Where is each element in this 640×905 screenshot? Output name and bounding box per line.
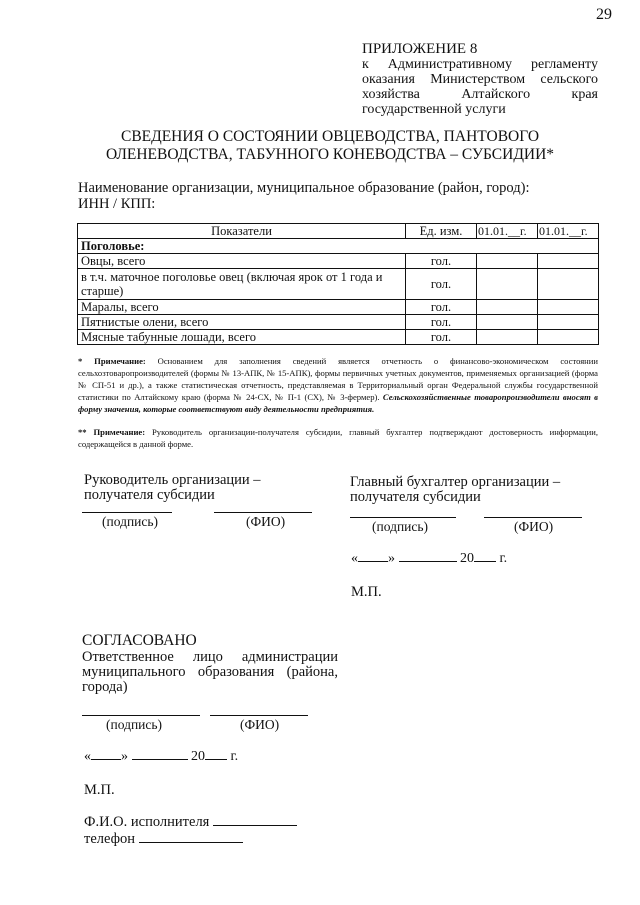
year-prefix: 20: [191, 749, 205, 764]
phone-field[interactable]: [139, 831, 243, 843]
table-section-row: [78, 239, 599, 254]
inn-kpp-label: ИНН / КПП:: [78, 196, 156, 212]
row-name: Овцы, всего: [78, 254, 406, 269]
value-cell[interactable]: [477, 315, 538, 330]
table-row: [78, 269, 599, 300]
date-month-blank[interactable]: [399, 551, 457, 562]
value-cell[interactable]: [538, 330, 599, 345]
year-suffix: г.: [230, 749, 239, 764]
row-name: Маралы, всего: [78, 300, 406, 315]
table-row: [78, 254, 599, 269]
phone-label: телефон: [84, 831, 136, 847]
head-fio-label: (ФИО): [246, 514, 286, 529]
head-sign-label: (подпись): [102, 514, 159, 529]
row-unit: гол.: [406, 300, 477, 315]
value-cell[interactable]: [538, 254, 599, 269]
appendix-block: [362, 42, 598, 117]
organization-label: Наименование организации, муниципальное образование (район, город):: [78, 180, 530, 196]
row-unit: гол.: [406, 315, 477, 330]
appendix-line: к Административному регламенту: [362, 57, 598, 72]
table-row: [78, 330, 599, 345]
appendix-line: оказания Министерством сельского: [362, 72, 598, 87]
header-unit: Ед. изм.: [406, 224, 477, 239]
approval-fio-line[interactable]: [210, 715, 308, 716]
header-date-2: 01.01.__г.: [538, 224, 599, 239]
value-cell[interactable]: [477, 254, 538, 269]
footnote-1-label: * Примечание:: [78, 356, 146, 366]
chief-title-line-2: получателя субсидии: [350, 489, 481, 505]
footnote-2-text: Руководитель организации-получателя субсидии, главный бухгалтер подтверждают достоверность информации, содержащейся в данной форме.: [78, 427, 598, 449]
row-unit: гол.: [406, 269, 477, 300]
indicators-table: [77, 223, 599, 345]
chief-fio-label: (ФИО): [514, 519, 554, 534]
agreed-heading: СОГЛАСОВАНО: [82, 632, 197, 649]
executor-row: [84, 814, 297, 831]
row-unit: гол.: [406, 254, 477, 269]
appendix-line: государственной услуги: [362, 102, 506, 117]
document-title: [60, 128, 600, 164]
chief-title-line-1: Главный бухгалтер организации –: [350, 474, 561, 490]
table-header-row: [78, 224, 599, 239]
date-quote-open: «: [351, 551, 358, 566]
head-title: [84, 473, 261, 503]
date-year-blank[interactable]: [474, 551, 496, 562]
footnote-2-label: ** Примечание:: [78, 427, 146, 437]
value-cell[interactable]: [538, 300, 599, 315]
value-cell[interactable]: [538, 269, 599, 300]
stamp-place: М.П.: [351, 584, 382, 600]
date-year-blank[interactable]: [205, 749, 227, 760]
header-date-1: 01.01.__г.: [477, 224, 538, 239]
head-signature-line[interactable]: [82, 512, 172, 513]
approval-sign-label: (подпись): [106, 717, 163, 732]
footnote-1: [78, 355, 598, 415]
approval-date: [84, 749, 238, 765]
executor-label: Ф.И.О. исполнителя: [84, 814, 210, 830]
date-day-blank[interactable]: [358, 551, 388, 562]
value-cell[interactable]: [477, 300, 538, 315]
title-line-2: ОЛЕНЕВОДСТВА, ТАБУННОГО КОНЕВОДСТВА – СУБСИДИИ*: [105, 146, 555, 163]
table-row: [78, 315, 599, 330]
footnote-1-italic: Сельскохозяйственные товаропроизводители вносят в форму значения, которые соответствуют виду деятельности предприятия.: [78, 392, 598, 414]
date-month-blank[interactable]: [132, 749, 188, 760]
signature-date: [351, 551, 507, 567]
approval-stamp-place: М.П.: [84, 782, 115, 798]
chief-sign-label: (подпись): [372, 519, 429, 534]
responsible-line: Ответственное лицо администрации: [82, 649, 338, 665]
value-cell[interactable]: [477, 269, 538, 300]
responsible-person: [82, 650, 338, 695]
chief-signature-line[interactable]: [350, 517, 456, 518]
year-suffix: г.: [499, 551, 508, 566]
chief-accountant-title: [350, 475, 560, 505]
date-day-blank[interactable]: [91, 749, 121, 760]
appendix-title: ПРИЛОЖЕНИЕ 8: [362, 41, 478, 57]
head-title-line-1: Руководитель организации –: [84, 472, 261, 488]
executor-field[interactable]: [213, 814, 297, 826]
head-fio-line[interactable]: [214, 512, 312, 513]
phone-row: [84, 831, 243, 848]
row-name: в т.ч. маточное поголовье овец (включая ярок от 1 года и старше): [78, 269, 406, 300]
year-prefix: 20: [460, 551, 474, 566]
approval-fio-label: (ФИО): [240, 717, 280, 732]
row-name: Пятнистые олени, всего: [78, 315, 406, 330]
date-quote-open: «: [84, 749, 91, 764]
table-row: [78, 300, 599, 315]
title-line-1: СВЕДЕНИЯ О СОСТОЯНИИ ОВЦЕВОДСТВА, ПАНТОВОГО: [120, 128, 540, 145]
responsible-line: города): [82, 679, 128, 695]
chief-fio-line[interactable]: [484, 517, 582, 518]
responsible-line: муниципального образования (района,: [82, 664, 338, 680]
value-cell[interactable]: [477, 330, 538, 345]
row-unit: гол.: [406, 330, 477, 345]
organization-info: [78, 180, 530, 212]
section-livestock: Поголовье:: [78, 239, 599, 254]
footnote-1-text: Основанием для заполнения сведений является отчетность о финансово-экономическом состоянии сельхозтоваропроизводителей (формы № 13-АПК, № 15-АПК), формы первичных учетных документов, применяемых организацией (форма № СП-51 и др.), а также статистическая отчетность, представляемая в Территориальный орган Федеральной службы государственной статистики по Алтайскому краю (форма № 24-СХ, № П-1 (СХ), № 3-фермер).: [78, 356, 598, 402]
head-title-line-2: получателя субсидии: [84, 487, 215, 503]
value-cell[interactable]: [538, 315, 599, 330]
footnote-2: [78, 426, 598, 450]
header-indicators: Показатели: [78, 224, 406, 239]
date-quote-close: »: [388, 551, 395, 566]
row-name: Мясные табунные лошади, всего: [78, 330, 406, 345]
page-number: 29: [596, 6, 612, 23]
appendix-line: хозяйства Алтайского края: [362, 87, 598, 102]
approval-signature-line[interactable]: [82, 715, 200, 716]
date-quote-close: »: [121, 749, 128, 764]
